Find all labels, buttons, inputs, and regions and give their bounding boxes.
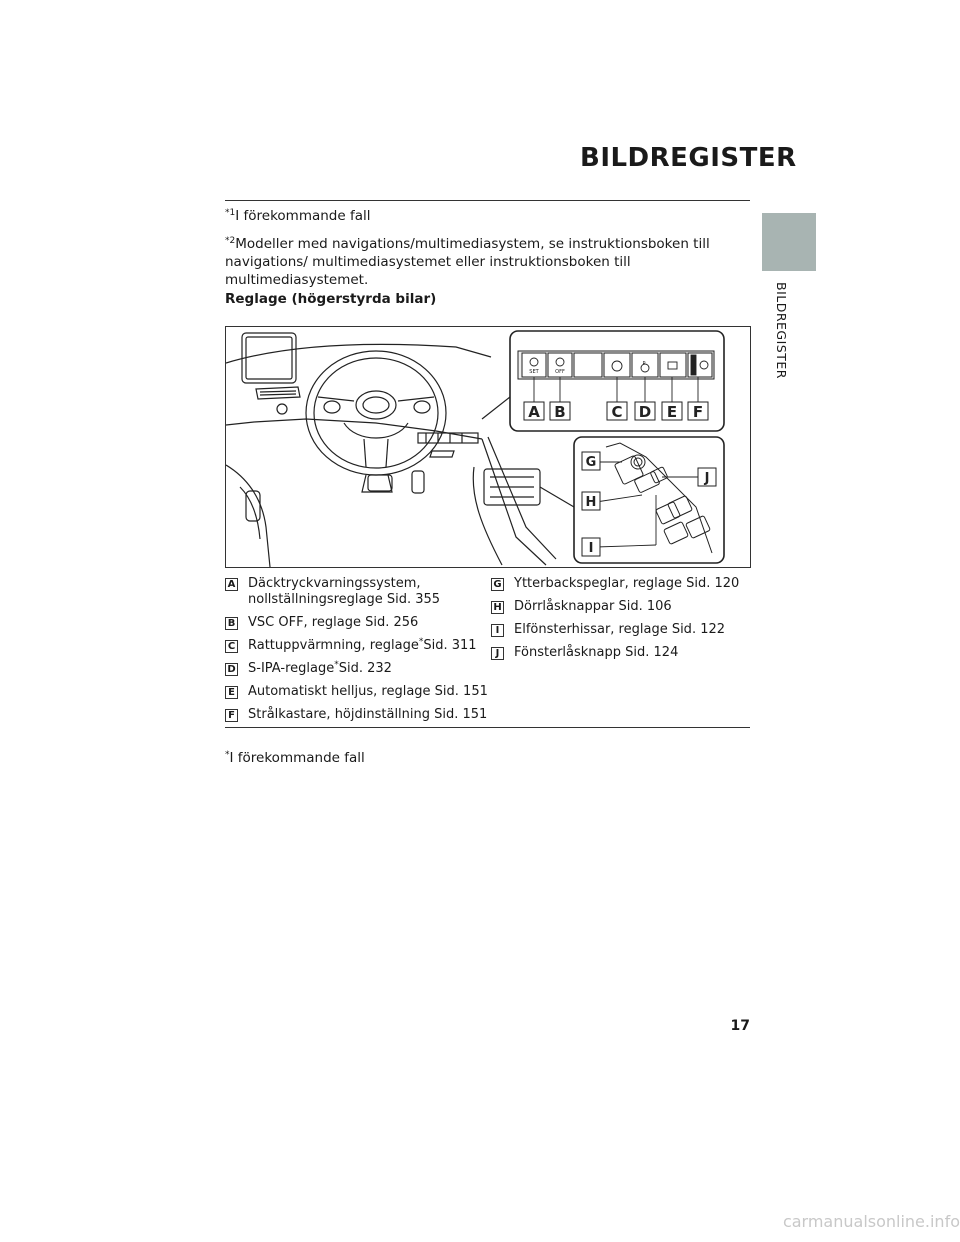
legend-text: Rattuppvärmning, reglage	[248, 638, 419, 653]
legend-text: VSC OFF, reglage Sid. 256	[248, 615, 419, 630]
legend-letter: H	[491, 601, 504, 614]
switch-label-set: SET	[529, 369, 539, 375]
footnote-2-mark: *2	[225, 236, 236, 246]
legend-item-c	[225, 638, 490, 654]
bottom-footnote-text: I förekommande fall	[229, 750, 365, 766]
footnote-mark: *	[418, 637, 424, 647]
bottom-footnote	[225, 749, 750, 767]
legend-page-ref: Sid. 311	[423, 638, 477, 653]
section-heading: Reglage (högerstyrda bilar)	[225, 291, 437, 307]
footnote-1-text: I förekommande fall	[235, 208, 371, 224]
dashboard-drawing	[226, 327, 750, 567]
legend-item-f	[225, 707, 490, 723]
legend-text: Fönsterlåsknapp Sid. 124	[514, 645, 679, 660]
callout-f: F	[692, 403, 704, 421]
legend-letter: B	[225, 617, 238, 630]
legend-text: Dörrlåsknappar Sid. 106	[514, 599, 672, 614]
legend-item-i	[491, 622, 751, 638]
bottom-footnote-mark: *	[225, 750, 230, 760]
switch-label-p: P	[642, 361, 646, 367]
legend-letter: F	[225, 709, 238, 722]
legend-item-j	[491, 645, 751, 661]
callout-b: B	[554, 403, 566, 421]
callout-h: H	[585, 495, 597, 510]
header-rule	[225, 200, 750, 201]
callout-e: E	[666, 403, 678, 421]
legend-page-ref: Sid. 232	[338, 661, 392, 676]
controls-illustration	[225, 326, 751, 568]
legend-text: Ytterbackspeglar, reglage Sid. 120	[514, 576, 740, 591]
legend-text: Automatiskt helljus, reglage Sid. 151	[248, 684, 488, 699]
legend-item-b	[225, 615, 490, 631]
footnote-1	[225, 207, 750, 225]
section-tab-label: BILDREGISTER	[774, 282, 789, 379]
legend-item-d	[225, 661, 490, 677]
callout-d: D	[638, 403, 652, 421]
legend-letter: C	[225, 640, 238, 653]
footnote-mark: *	[334, 660, 339, 670]
callout-c: C	[611, 403, 623, 421]
footnote-2	[225, 235, 750, 289]
legend-text: Däcktryckvarningssystem, nollställningsreglage Sid. 355	[248, 576, 441, 607]
legend-item-a	[225, 576, 490, 608]
legend-letter: A	[225, 578, 238, 591]
footnote-2-text: Modeller med navigations/multimediasystem, se instruktionsboken till navigations/ multimediasystemet eller instruktionsboken till multimediasystemet.	[225, 236, 710, 288]
legend-item-h	[491, 599, 751, 615]
legend-letter: D	[225, 663, 238, 676]
callout-i: I	[588, 541, 594, 556]
page-title: BILDREGISTER	[580, 143, 797, 173]
legend-rule	[225, 727, 750, 728]
legend-right	[491, 576, 751, 668]
callout-g: G	[585, 455, 597, 470]
legend-text: Elfönsterhissar, reglage Sid. 122	[514, 622, 726, 637]
legend-letter: E	[225, 686, 238, 699]
legend-text: S-IPA-reglage	[248, 661, 335, 676]
callout-a: A	[528, 403, 540, 421]
footnote-1-mark: *1	[225, 208, 236, 218]
legend-letter: J	[491, 647, 504, 660]
legend-letter: G	[491, 578, 504, 591]
legend-left	[225, 576, 490, 730]
watermark: carmanualsonline.info	[782, 1212, 960, 1231]
section-tab	[762, 213, 816, 271]
legend-item-e	[225, 684, 490, 700]
callout-j: J	[704, 471, 710, 486]
legend-item-g	[491, 576, 751, 592]
legend-text: Strålkastare, höjdinställning Sid. 151	[248, 707, 488, 722]
legend-letter: I	[491, 624, 504, 637]
switch-label-off: OFF	[555, 369, 565, 375]
page-number: 17	[730, 1018, 750, 1034]
